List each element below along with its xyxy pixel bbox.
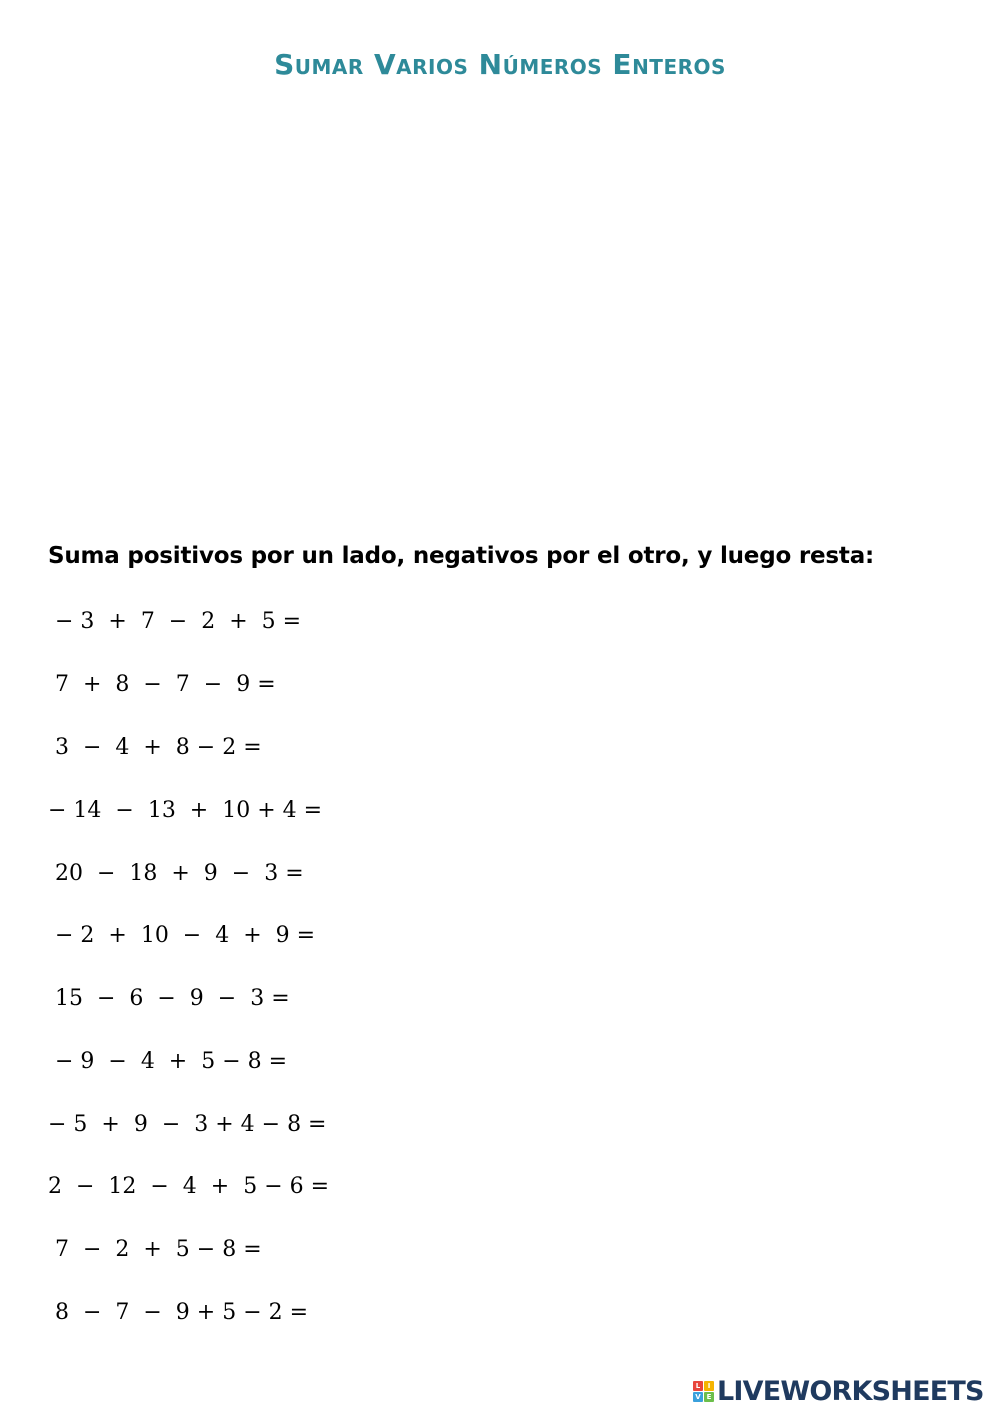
page-title: Sumar Varios Números Enteros	[274, 48, 726, 81]
exercise-5: 20 − 18 + 9 − 3 =	[48, 861, 304, 886]
exercise-2: 7 + 8 − 7 − 9 =	[48, 672, 276, 697]
liveworksheets-logo	[693, 1376, 984, 1406]
exercise-6: − 2 + 10 − 4 + 9 =	[48, 923, 316, 948]
logo-letter-i: I	[704, 1381, 714, 1391]
exercise-3: 3 − 4 + 8 − 2 =	[48, 735, 262, 760]
exercise-10: 2 − 12 − 4 + 5 − 6 =	[48, 1174, 330, 1199]
exercise-1: − 3 + 7 − 2 + 5 =	[48, 609, 302, 634]
exercise-7: 15 − 6 − 9 − 3 =	[48, 986, 290, 1011]
logo-letter-v: V	[693, 1392, 703, 1402]
exercise-12: 8 − 7 − 9 + 5 − 2 =	[48, 1300, 309, 1325]
liveworksheets-logo-text: LIVEWORKSHEETS	[717, 1375, 984, 1407]
logo-letter-e: E	[704, 1392, 714, 1402]
exercise-8: − 9 − 4 + 5 − 8 =	[48, 1049, 288, 1074]
liveworksheets-logo-icon	[693, 1381, 714, 1402]
exercise-11: 7 − 2 + 5 − 8 =	[48, 1237, 262, 1262]
exercise-9: − 5 + 9 − 3 + 4 − 8 =	[48, 1112, 327, 1137]
logo-letter-l: L	[693, 1381, 703, 1391]
exercise-4: − 14 − 13 + 10 + 4 =	[48, 798, 323, 823]
instruction-text: Suma positivos por un lado, negativos por el otro, y luego resta:	[48, 543, 875, 569]
